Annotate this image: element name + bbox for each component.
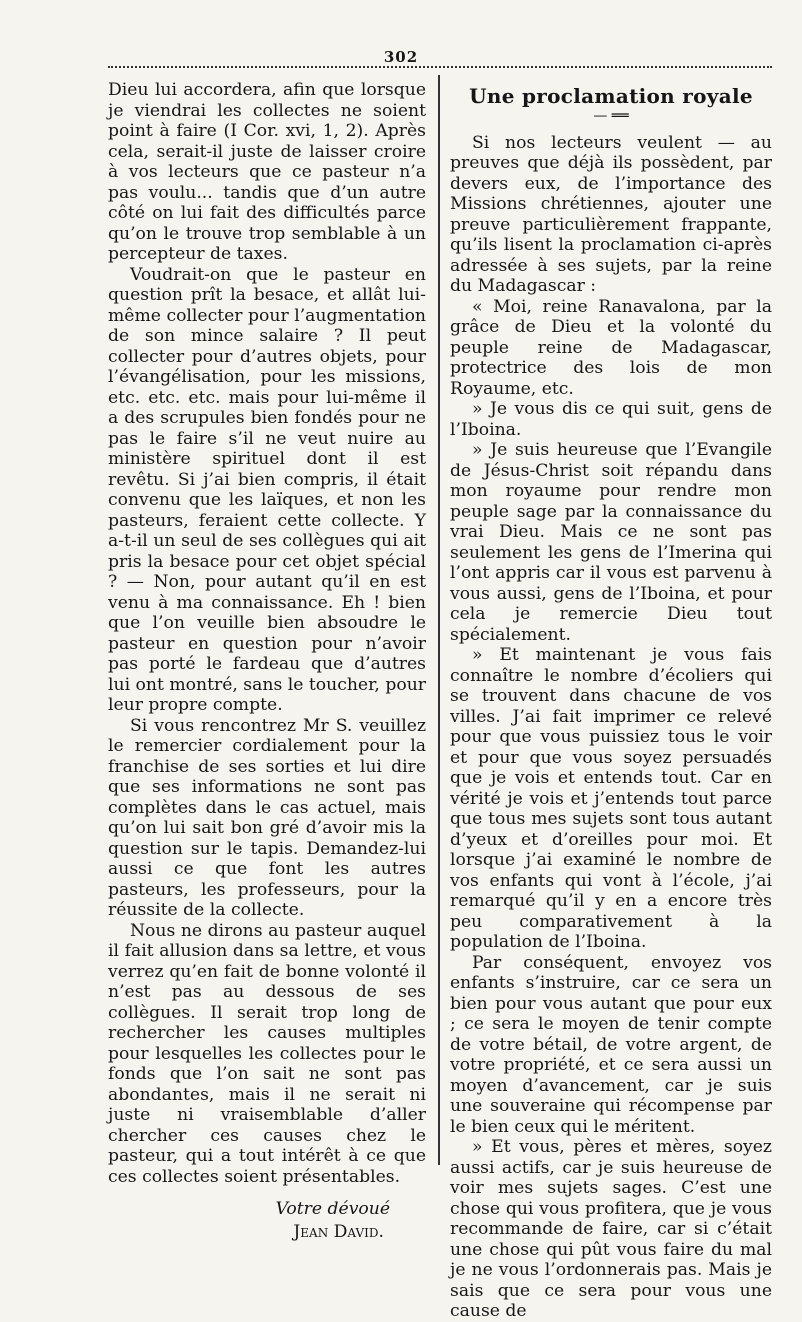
right-paragraph-3: » Je vous dis ce qui suit, gens de l’Iboina. xyxy=(450,399,772,440)
page-number: 302 xyxy=(383,48,419,66)
right-paragraph-4: » Je suis heureuse que l’Evangile de Jésus-Christ soit répandu dans mon royaume pour rendre mon peuple sage par la connaissance du vrai Dieu. Mais ce ne sont pas seulement les gens de l’Imerina qui l’ont appris car il vous est parvenu à vous aussi, gens de l’Iboina, et pour cela je remercie Dieu tout spécialement. xyxy=(450,440,772,645)
right-paragraph-5: » Et maintenant je vous fais connaître le nombre d’écoliers qui se trouvent dans chacune de vos villes. J’ai fait imprimer ce relevé pour que vous puissiez tous le voir et pour que vous soyez persuadés que je vois et entends tout. Car en vérité je vois et j’entends tout parce que tous mes sujets sont tous autant d’yeux et d’oreilles pour moi. Et lorsque j’ai examiné le nombre de vos enfants qui vont à l’école, j’ai remarqué qu’il y en a encore très peu comparativement à la population de l’Iboina. xyxy=(450,645,772,952)
signature-closing: Votre dévoué xyxy=(275,1199,390,1219)
column-divider xyxy=(438,75,440,1165)
right-paragraph-2: « Moi, reine Ranavalona, par la grâce de Dieu et la volonté du peuple reine de Madagascar, protectrice des lois de mon Royaume, etc. xyxy=(450,296,772,399)
signature-name: Jean David. xyxy=(293,1221,384,1242)
article-title: Une proclamation royale xyxy=(469,84,753,108)
left-paragraph-1: Dieu lui accordera, afin que lorsque je viendrai les collectes ne soient point à faire (I Cor. xvi, 1, 2). Après cela, serait-il juste de laisser croire à vos lecteurs que ce pasteur n’a pas voulu... tandis que d’un autre côté on lui fait des difficultés parce qu’on le trouve trop semblable à un percepteur de taxes. xyxy=(108,80,426,264)
left-paragraph-3: Si vous rencontrez Mr S. veuillez le remercier cordialement pour la franchise de ses sorties et lui dire que ses informations ne sont pas complètes dans le cas actuel, mais qu’on lui sait bon gré d’avoir mis la question sur le tapis. Demandez-lui aussi ce que font les autres pasteurs, les professeurs, pour la réussite de la collecte. xyxy=(108,715,426,920)
header-rule xyxy=(108,66,772,68)
title-rule: — ══ xyxy=(593,107,629,124)
right-paragraph-1: Si nos lecteurs veulent — au preuves que déjà ils possèdent, par devers eux, de l’importance des Missions chrétiennes, ajouter une preuve particulièrement frappante, qu’ils lisent la proclamation ci-après adressée à ses sujets, par la reine du Madagascar : xyxy=(450,132,772,296)
right-paragraph-7: » Et vous, pères et mères, soyez aussi actifs, car je suis heureuse de voir mes sujets sages. C’est une chose qui vous profitera, que je vous recommande de faire, car si c’était une chose qui pût vous faire du mal je ne vous l’ordonnerais pas. Mais je sais que ce sera pour vous une cause de xyxy=(450,1137,772,1321)
left-paragraph-2: Voudrait-on que le pasteur en question prît la besace, et allât lui-même collecter pour l’augmentation de son mince salaire ? Il peut collecter pour d’autres objets, pour l’évangélisation, pour les missions, etc. etc. etc. mais pour lui-même il a des scrupules bien fondés pour ne pas le faire s’il ne veut nuire au ministère spirituel dont il est revêtu. Si j’ai bien compris, il était convenu que les laïques, et non les pasteurs, feraient cette collecte. Y a-t-il un seul de ses collègues qui ait pris la besace pour cet objet spécial ? — Non, pour autant qu’il en est venu à ma connaissance. Eh ! bien que l’on veuille bien absoudre le pasteur en question pour n’avoir pas porté le fardeau que d’autres lui ont montré, sans le toucher, pour leur propre compte. xyxy=(108,264,426,715)
right-column xyxy=(450,80,772,1322)
left-paragraph-4: Nous ne dirons au pasteur auquel il fait allusion dans sa lettre, et vous verrez qu’en fait de bonne volonté il n’est pas au dessous de ses collègues. Il serait trop long de rechercher les causes multiples pour lesquelles les collectes pour le fonds que l’on sait ne sont pas abondantes, mais il ne serait ni juste ni vraisemblable d’aller chercher ces causes chez le pasteur, qui a tout intérêt à ce que ces collectes soient présentables. xyxy=(108,920,426,1187)
left-column xyxy=(108,80,426,1242)
right-paragraph-6: Par conséquent, envoyez vos enfants s’instruire, car ce sera un bien pour vous autant que pour eux ; ce sera le moyen de tenir compte de votre bétail, de votre argent, de votre propriété, et ce sera aussi un moyen d’avancement, car je suis une souveraine qui récompense par le bien ceux qui le méritent. xyxy=(450,952,772,1137)
